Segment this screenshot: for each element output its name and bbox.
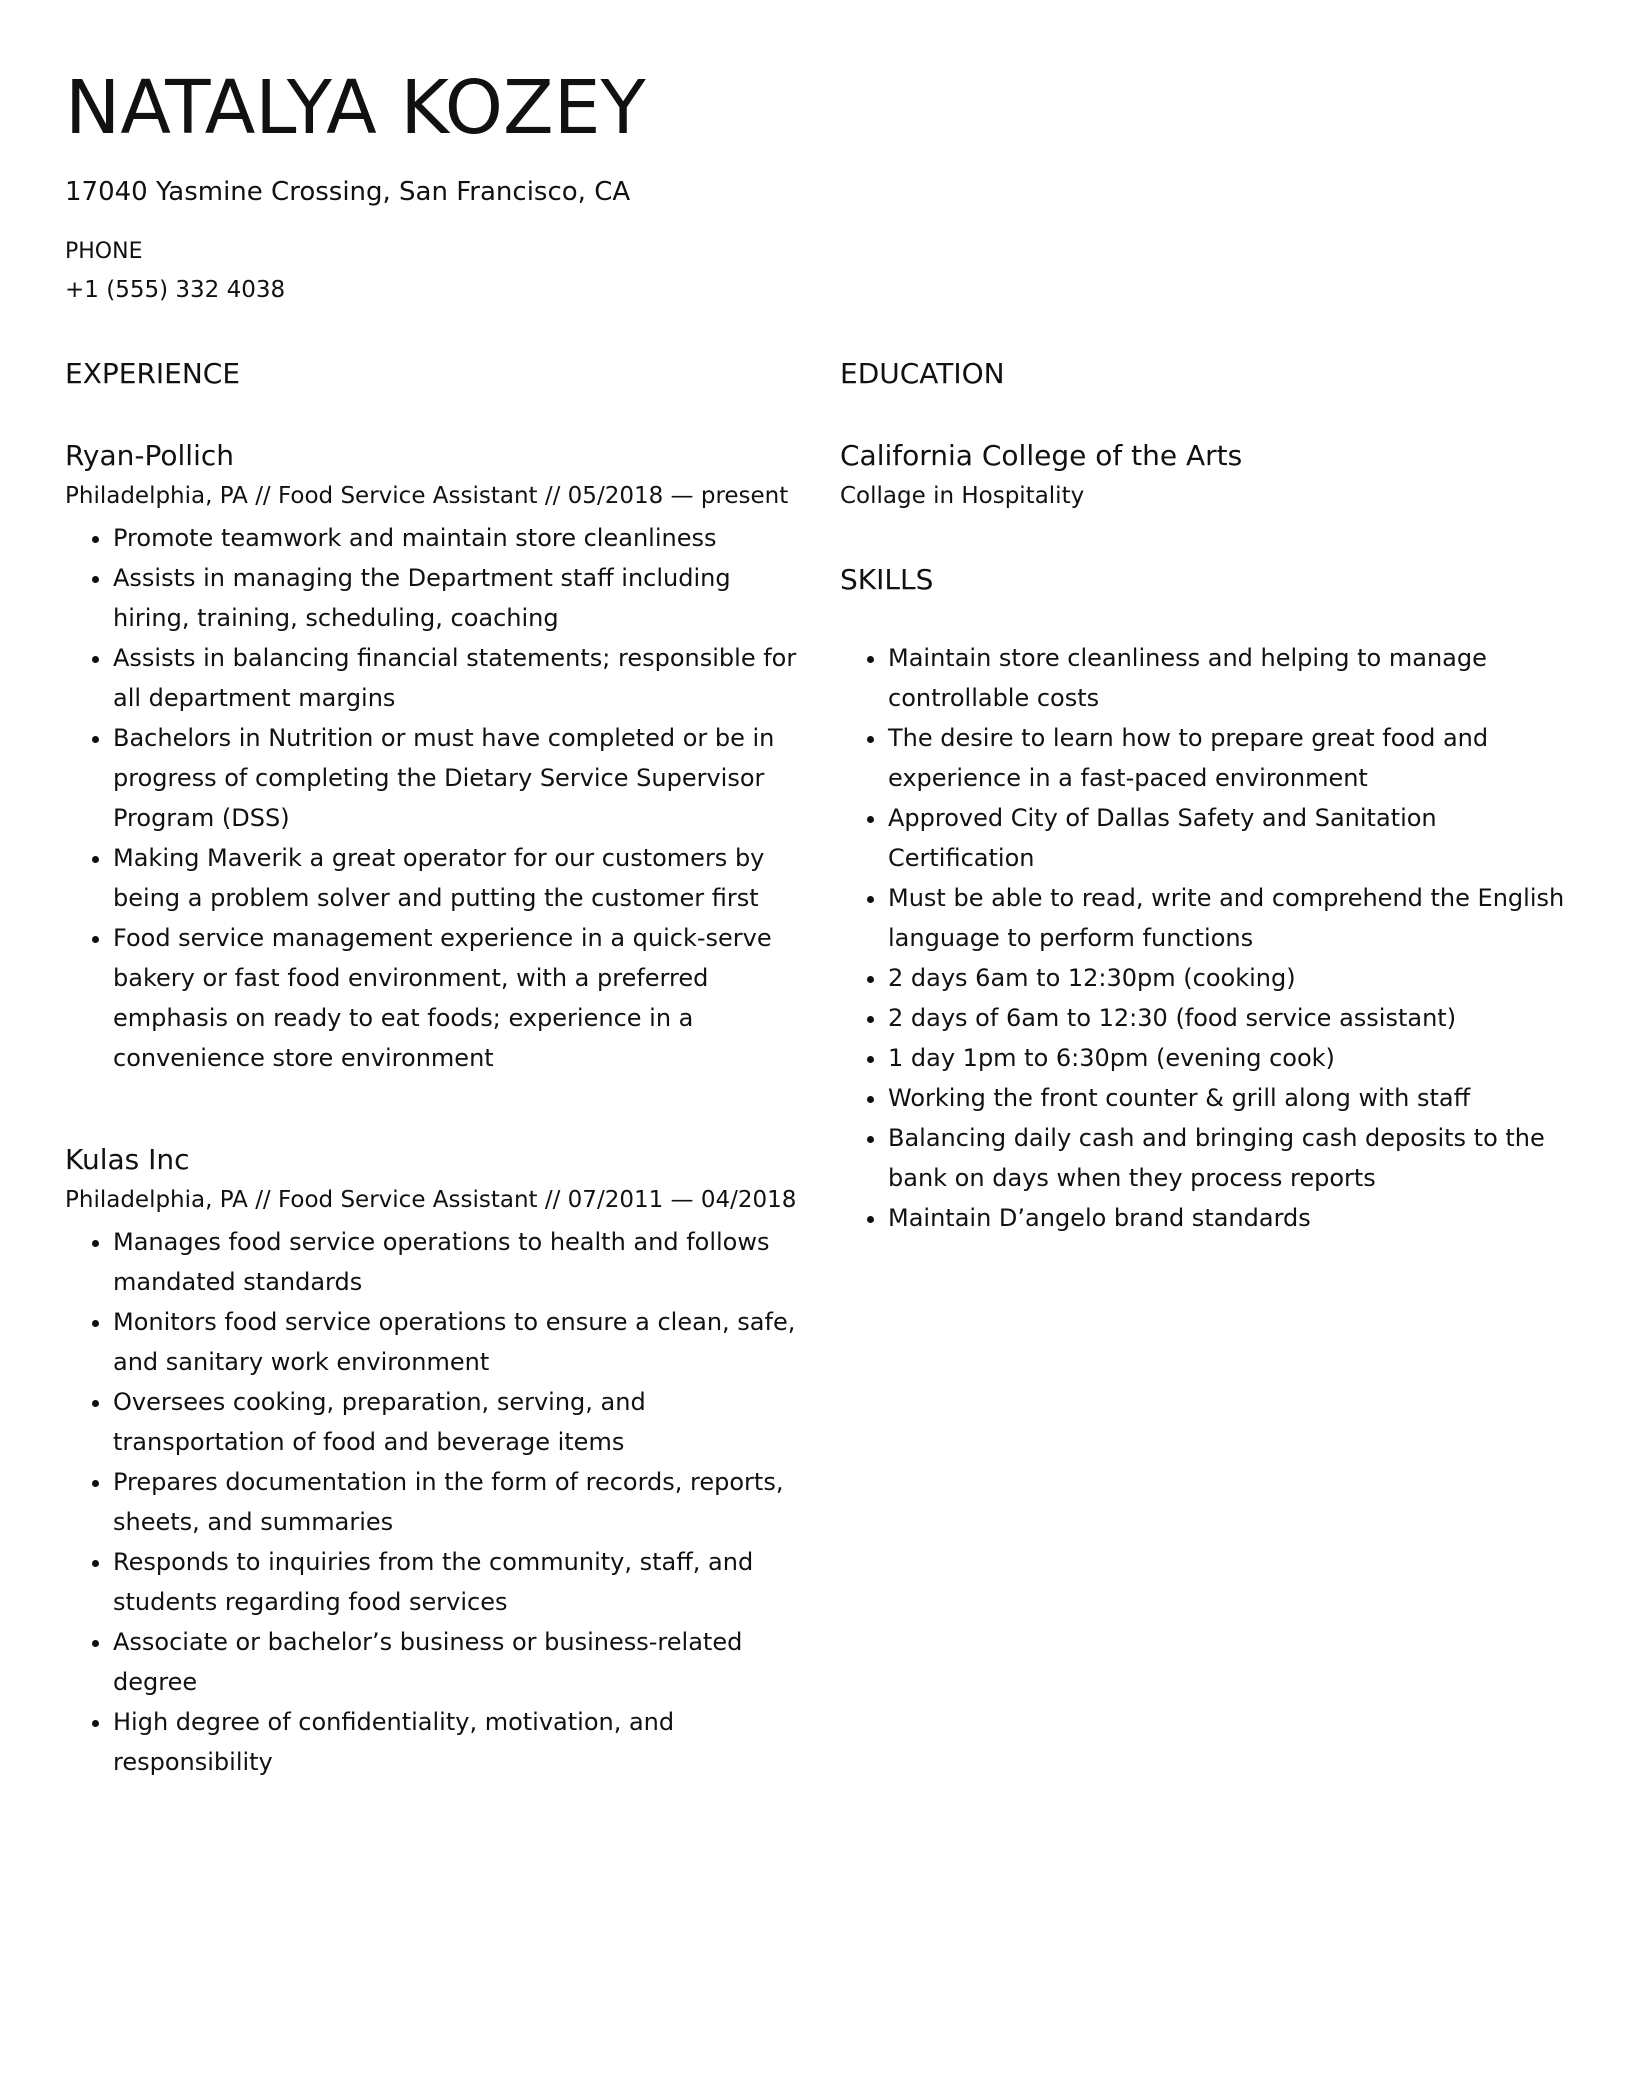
job-bullet: • Associate or bachelor’s business or business-related degree [113,1622,800,1702]
job-meta: Philadelphia, PA // Food Service Assistant // 05/2018 — present [65,483,789,509]
job-bullet: • Manages food service operations to health and follows mandated standards [113,1222,800,1302]
skill-item: • Approved City of Dallas Safety and Sanitation Certification [888,798,1580,878]
skill-item: • Maintain D’angelo brand standards [888,1198,1580,1238]
job-bullet: • Monitors food service operations to ensure a clean, safe, and sanitary work environment [113,1302,800,1382]
sidebar-column [840,352,1580,1238]
job-bullet: • Promote teamwork and maintain store cleanliness [113,518,800,558]
job-bullet: • Oversees cooking, preparation, serving, and transportation of food and beverage items [113,1382,800,1462]
skill-item: • Working the front counter & grill along with staff [888,1078,1580,1118]
skill-item: • Balancing daily cash and bringing cash deposits to the bank on days when they process reports [888,1118,1580,1198]
experience-heading: EXPERIENCE [65,357,241,390]
skill-item: • The desire to learn how to prepare great food and experience in a fast-paced environment [888,718,1580,798]
job-company: Kulas Inc [65,1143,190,1176]
experience-section [65,352,800,1782]
job-bullet: • Food service management experience in a quick-serve bakery or fast food environment, with a preferred emphasis on ready to eat foods; experience in a convenience store environment [113,918,800,1078]
address: 17040 Yasmine Crossing, San Francisco, CA [65,177,631,207]
job-meta: Philadelphia, PA // Food Service Assistant // 07/2011 — 04/2018 [65,1187,797,1213]
candidate-name: NATALYA KOZEY [65,65,646,151]
skill-item: • Must be able to read, write and comprehend the English language to perform functions [888,878,1580,958]
phone-label: PHONE [65,239,143,264]
job-company: Ryan-Pollich [65,439,234,472]
phone-number: +1 (555) 332 4038 [65,277,286,303]
skills-section [840,558,1580,1238]
skill-item: • 2 days of 6am to 12:30 (food service assistant) [888,998,1580,1038]
job-entry [65,1140,800,1782]
job-bullet: • Responds to inquiries from the community, staff, and students regarding food services [113,1542,800,1622]
skills-list [840,638,1580,1238]
job-bullets [65,1222,800,1782]
skills-heading: SKILLS [840,563,934,596]
skill-item: • 2 days 6am to 12:30pm (cooking) [888,958,1580,998]
job-bullet: • Prepares documentation in the form of records, reports, sheets, and summaries [113,1462,800,1542]
job-bullet: • Assists in balancing financial statements; responsible for all department margins [113,638,800,718]
job-bullet: • Making Maverik a great operator for our customers by being a problem solver and putting the customer first [113,838,800,918]
skill-item: • 1 day 1pm to 6:30pm (evening cook) [888,1038,1580,1078]
school-name: California College of the Arts [840,439,1243,472]
degree: Collage in Hospitality [840,483,1085,509]
job-entry [65,436,800,1078]
job-bullet: • High degree of confidentiality, motivation, and responsibility [113,1702,800,1782]
education-heading: EDUCATION [840,357,1005,390]
education-section [840,352,1580,516]
job-bullet: • Assists in managing the Department staff including hiring, training, scheduling, coaching [113,558,800,638]
job-bullets [65,518,800,1078]
skill-item: • Maintain store cleanliness and helping to manage controllable costs [888,638,1580,718]
job-bullet: • Bachelors in Nutrition or must have completed or be in progress of completing the Dietary Service Supervisor Program (DSS) [113,718,800,838]
